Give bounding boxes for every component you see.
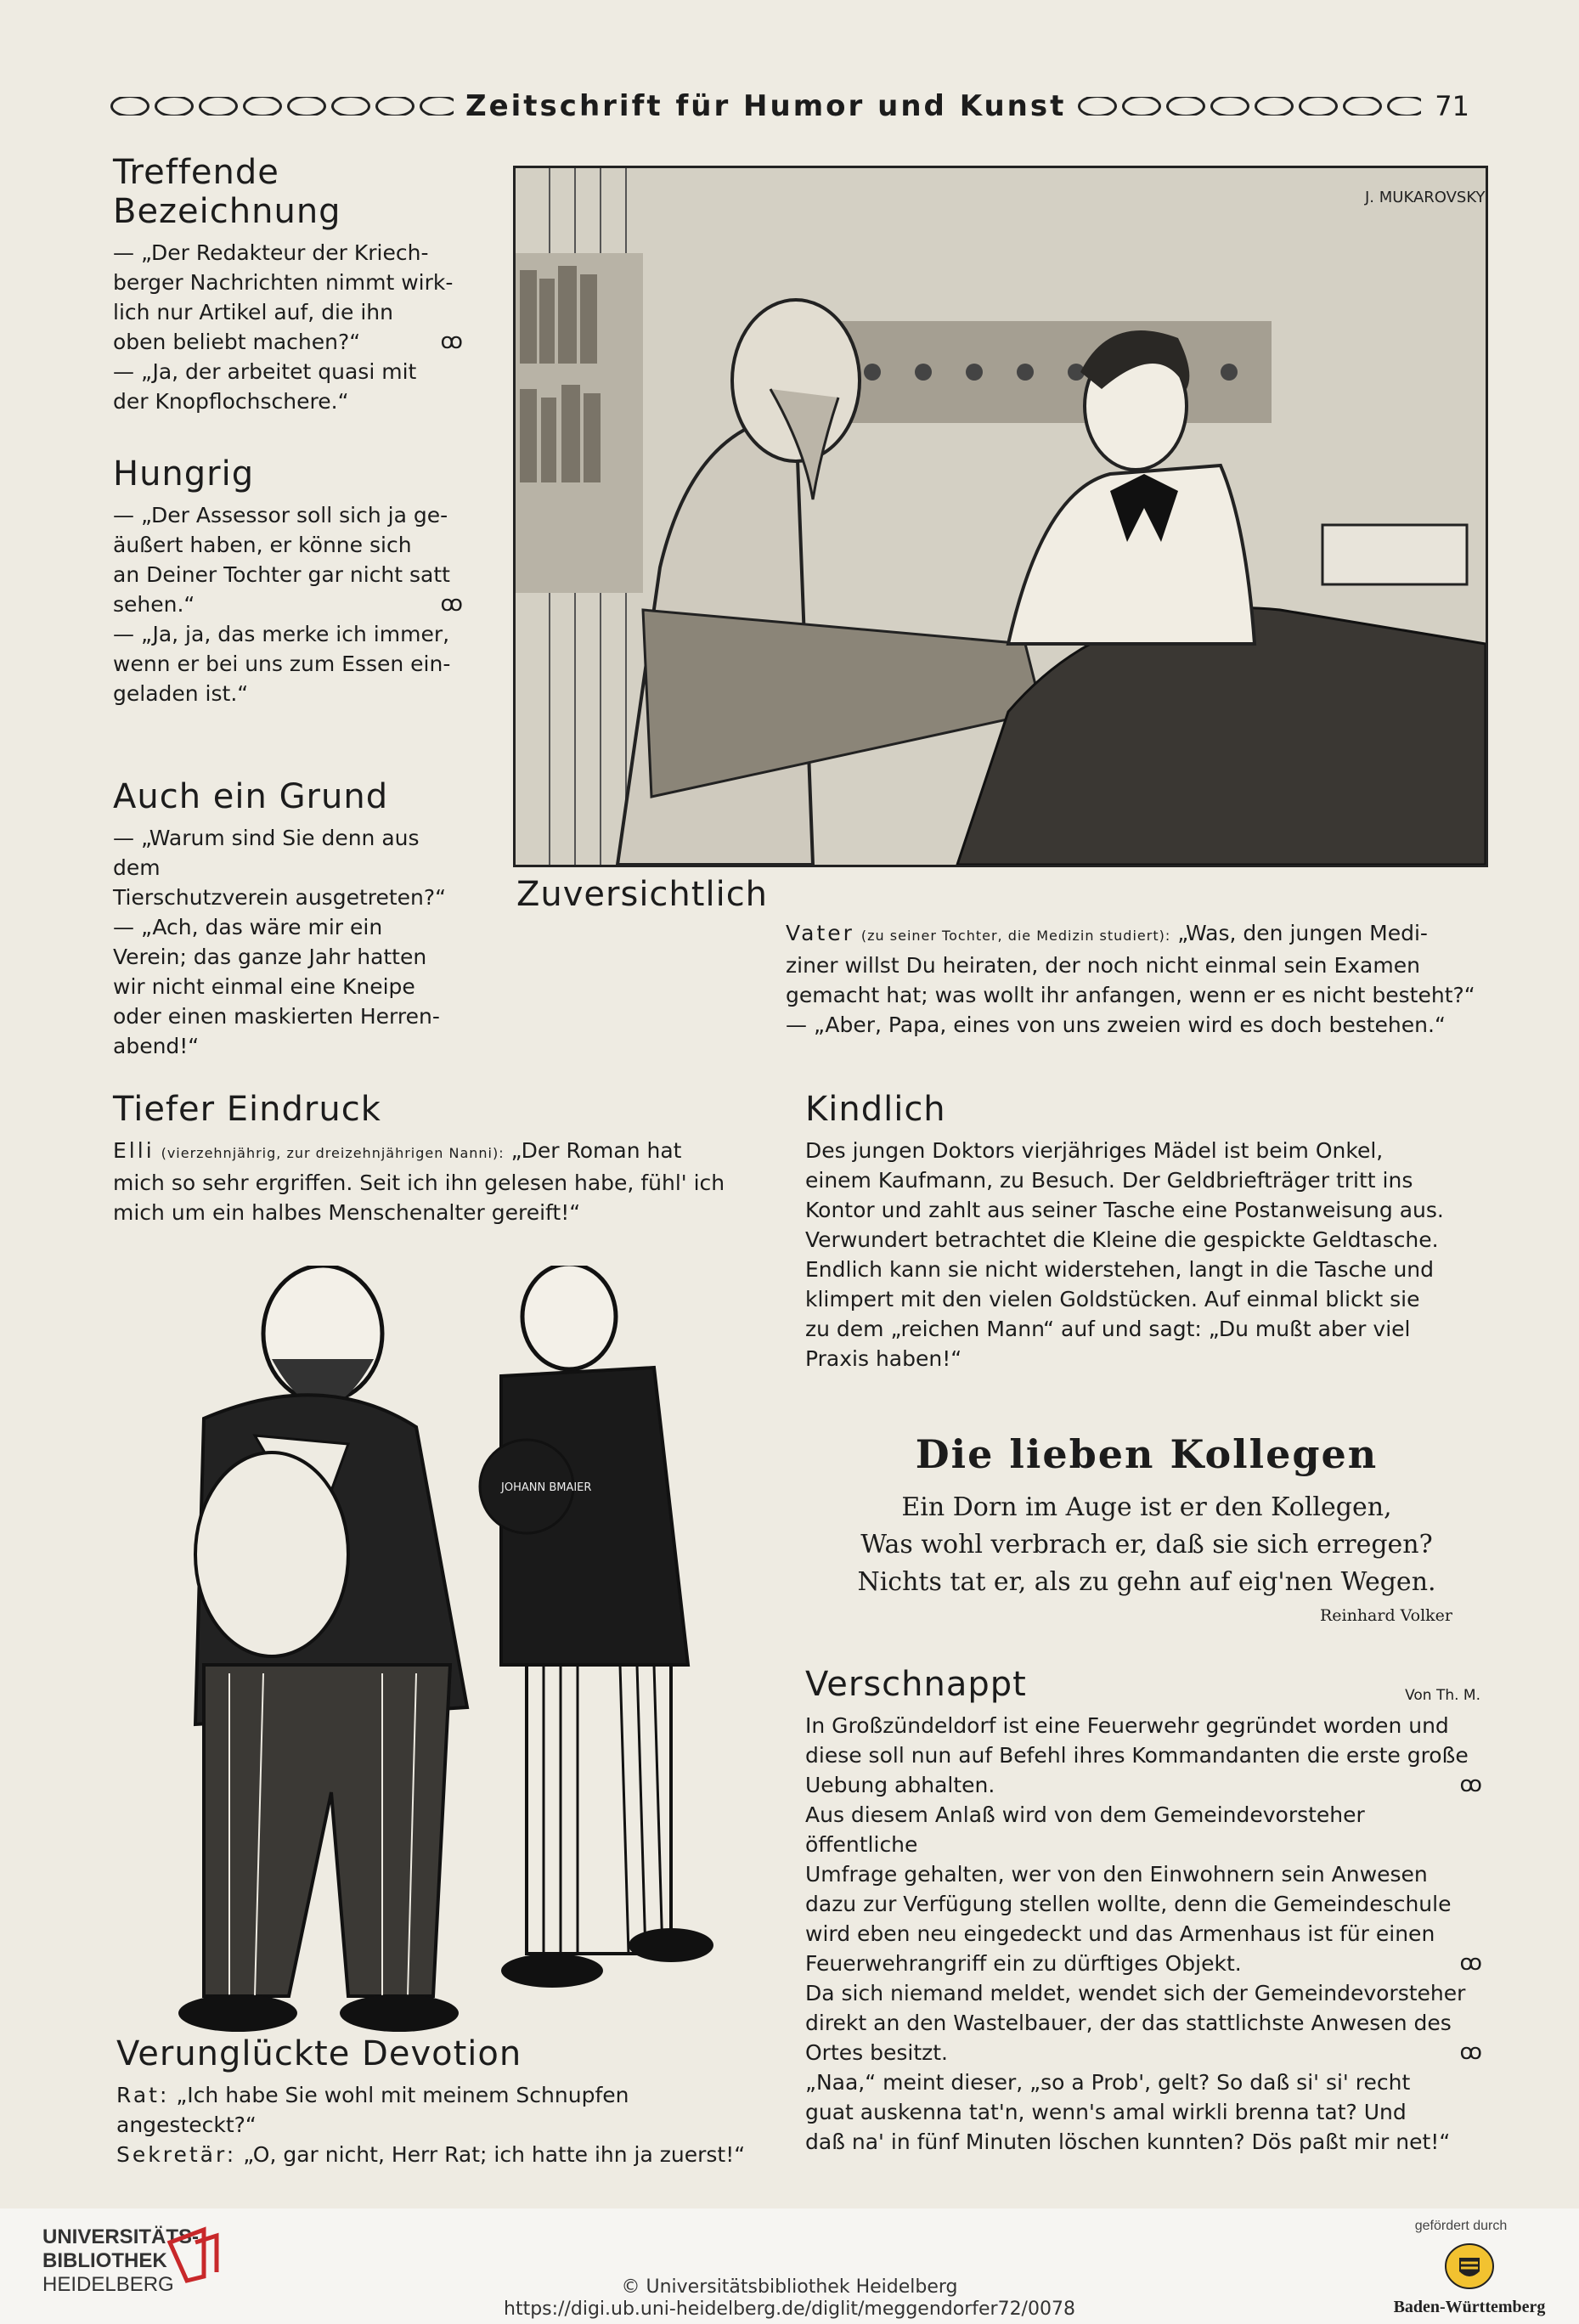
text-line: geladen ist.“ — [113, 681, 249, 706]
text-line: Feuerwehrangriff ein zu dürftiges Objekt. ꝏ — [805, 1949, 1480, 1978]
article-body — [805, 1711, 1480, 2157]
text-line: mich um ein halbes Menschenalter gereift!“ — [113, 1200, 581, 1225]
speaker: Rat: — [116, 2083, 170, 2107]
article-title: Verschnappt — [805, 1665, 1027, 1704]
speaker: Vater — [786, 921, 854, 945]
text-line: berger Nachrichten nimmt wirk- — [113, 270, 454, 295]
text-line: — „Der Redakteur der Kriech- — [113, 240, 429, 265]
article-title: Zuversichtlich — [516, 875, 769, 914]
running-header — [110, 85, 1469, 127]
text-line: Verwundert betrachtet die Kleine die gespickte Geldtasche. — [805, 1227, 1439, 1252]
text-line: Da sich niemand meldet, wendet sich der Gemeindevorsteher — [805, 1981, 1466, 2005]
ornament-icon: ꝏ — [440, 329, 461, 354]
text-line: Vater (zu seiner Tochter, die Medizin studiert): „Was, den jungen Medi- — [786, 921, 1428, 945]
coat-of-arms-icon — [1444, 2241, 1495, 2295]
article-body — [113, 500, 461, 708]
stage-direction: (vierzehnjährig, zur dreizehnjährigen Nanni): — [161, 1145, 505, 1161]
poem-line: Nichts tat er, als zu gehn auf eig'nen Wegen. — [857, 1567, 1436, 1597]
text-line: mich so sehr ergriffen. Seit ich ihn gelesen habe, fühl' ich — [113, 1170, 725, 1195]
ornament-icon: ꝏ — [1459, 1950, 1480, 1976]
article-title: Tiefer Eindruck — [113, 1090, 381, 1129]
text-line: sehen.“ ꝏ — [113, 589, 461, 619]
text-line: Kontor und zahlt aus seiner Tasche eine Postanweisung aus. — [805, 1198, 1444, 1222]
text-line: äußert haben, er könne sich — [113, 533, 412, 557]
text-line: diese soll nun auf Befehl ihres Kommandanten die erste große — [805, 1743, 1469, 1768]
article-body — [113, 823, 461, 1061]
poem-kollegen — [841, 1431, 1452, 1625]
text-line: daß na' in fünf Minuten löschen kunnten? Dös paßt mir net!“ — [805, 2129, 1451, 2154]
text-line: Elli (vierzehnjährig, zur dreizehnjährigen Nanni): „Der Roman hat — [113, 1138, 682, 1163]
text-line: Uebung abhalten. ꝏ — [805, 1770, 1480, 1800]
article-title: Auch ein Grund — [113, 777, 389, 816]
article-title: Kindlich — [805, 1090, 946, 1129]
article-eindruck — [113, 1090, 758, 1227]
text-line: — „Aber, Papa, eines von uns zweien wird es doch bestehen.“ — [786, 1013, 1446, 1037]
text-line: — „Ach, das wäre mir ein — [113, 915, 383, 939]
text-line: — „Warum sind Sie denn aus dem — [113, 826, 420, 880]
text-line: Praxis haben!“ — [805, 1346, 962, 1371]
ornament-icon: ꝏ — [1459, 1772, 1480, 1797]
text-line: — „Ja, der arbeitet quasi mit — [113, 359, 417, 384]
article-title: Treffende Bezeichnung — [113, 153, 341, 231]
article-title: Hungrig — [113, 454, 255, 494]
article-verschnappt — [805, 1665, 1480, 2157]
permalink[interactable]: https://digi.ub.uni-heidelberg.de/diglit/meggendorfer72/0078 — [504, 2299, 1075, 2320]
library-line: UNIVERSITÄTS- — [42, 2225, 200, 2248]
text-line: Endlich kann sie nicht widerstehen, langt in die Tasche und — [805, 1257, 1435, 1282]
article-zuversicht — [516, 875, 1485, 914]
text-line: klimpert mit den vielen Goldstücken. Auf einmal blickt sie — [805, 1287, 1420, 1311]
library-line: BIBLIOTHEK — [42, 2249, 167, 2272]
funder-name[interactable]: Baden-Württemberg — [1393, 2298, 1546, 2316]
byline: Von Th. M. — [1405, 1687, 1480, 1704]
text-line: wenn er bei uns zum Essen ein- — [113, 652, 451, 676]
signature: J. MUKAROVSKY — [1365, 189, 1486, 206]
library-line: HEIDELBERG — [42, 2273, 174, 2296]
text-line: Tierschutzverein ausgetreten?“ — [113, 885, 447, 910]
ornament-right — [1078, 97, 1421, 116]
text-line: Aus diesem Anlaß wird von dem Gemeindevorsteher öffentliche — [805, 1802, 1365, 1857]
text-line: wird eben neu eingedeckt und das Armenhaus ist für einen — [805, 1921, 1435, 1946]
text-line: direkt an den Wastelbauer, der das stattlichste Anwesen des — [805, 2011, 1452, 2035]
text-line: Ortes besitzt. ꝏ — [805, 2038, 1480, 2067]
journal-title: Zeitschrift für Humor und Kunst — [465, 89, 1067, 123]
illustration-doctor-daughter — [513, 166, 1488, 867]
page-number: 71 — [1435, 90, 1470, 122]
ornament-icon: ꝏ — [440, 591, 461, 617]
hat-text: JOHANN BMAIER — [501, 1481, 592, 1494]
text-line: der Knopflochschere.“ — [113, 389, 349, 414]
article-body — [113, 1136, 758, 1227]
text-line: gemacht hat; was wollt ihr anfangen, wenn er es nicht besteht?“ — [786, 983, 1475, 1007]
article-body — [113, 238, 461, 416]
text-line: zu dem „reichen Mann“ auf und sagt: „Du mußt aber viel — [805, 1317, 1411, 1341]
ornament-icon: ꝏ — [1459, 2039, 1480, 2065]
poem-line: Was wohl verbrach er, daß sie sich erregen? — [860, 1530, 1433, 1560]
stage-direction: (zu seiner Tochter, die Medizin studiert): — [860, 928, 1171, 944]
article-zuversicht-body — [786, 918, 1480, 1040]
text-line: „Naa,“ meint dieser, „so a Prob', gelt? So daß si' si' recht — [805, 2070, 1411, 2095]
text-line: einem Kaufmann, zu Besuch. Der Geldbriefträger tritt ins — [805, 1168, 1413, 1193]
copyright: © Universitätsbibliothek Heidelberg — [621, 2276, 958, 2298]
text-line: oben beliebt machen?“ ꝏ — [113, 327, 461, 357]
text-line: Sekretär: „O, gar nicht, Herr Rat; ich hatte ihn ja zuerst!“ — [116, 2142, 746, 2167]
illustration-rat-sekretaer — [127, 1266, 773, 2047]
text-line: an Deiner Tochter gar nicht satt — [113, 562, 450, 587]
text-line: — „Der Assessor soll sich ja ge- — [113, 503, 448, 527]
article-body — [805, 1136, 1480, 1374]
cartoon-icon — [127, 1266, 773, 2047]
article-treffende — [113, 153, 461, 416]
text-line: In Großzündeldorf ist eine Feuerwehr gegründet worden und — [805, 1713, 1449, 1738]
text-line: Des jungen Doktors vierjähriges Mädel ist beim Onkel, — [805, 1138, 1384, 1163]
article-body — [116, 2080, 762, 2169]
article-grund — [113, 777, 461, 1061]
funded-by-label: gefördert durch — [1414, 2219, 1508, 2233]
text-line: oder einen maskierten Herren- — [113, 1004, 440, 1029]
engraving-icon — [516, 168, 1486, 865]
text-line: dazu zur Verfügung stellen wollte, denn die Gemeindeschule — [805, 1892, 1452, 1916]
speaker: Sekretär: — [116, 2142, 237, 2167]
text-line: lich nur Artikel auf, die ihn — [113, 300, 393, 324]
speaker: Elli — [113, 1138, 155, 1163]
text-line: wir nicht einmal eine Kneipe — [113, 974, 415, 999]
article-kindlich — [805, 1090, 1480, 1374]
text-line: ziner willst Du heiraten, der noch nicht einmal sein Examen — [786, 953, 1420, 978]
poem-title: Die lieben Kollegen — [915, 1431, 1379, 1477]
ornament-left — [110, 97, 454, 116]
article-devotion — [116, 2034, 762, 2169]
text-line: Umfrage gehalten, wer von den Einwohnern sein Anwesen — [805, 1862, 1428, 1887]
article-hungrig — [113, 454, 461, 708]
text-line: guat auskenna tat'n, wenn's amal wirkli brenna tat? Und — [805, 2100, 1407, 2124]
poem-author: Reinhard Volker — [1319, 1606, 1452, 1625]
text-line: Verein; das ganze Jahr hatten — [113, 945, 427, 969]
article-title: Verunglückte Devotion — [116, 2034, 522, 2073]
text-line: — „Ja, ja, das merke ich immer, — [113, 622, 450, 646]
text-line: abend!“ — [113, 1034, 200, 1058]
text-line: Rat: „Ich habe Sie wohl mit meinem Schnupfen angesteckt?“ — [116, 2083, 629, 2137]
poem-line: Ein Dorn im Auge ist er den Kollegen, — [901, 1492, 1392, 1522]
